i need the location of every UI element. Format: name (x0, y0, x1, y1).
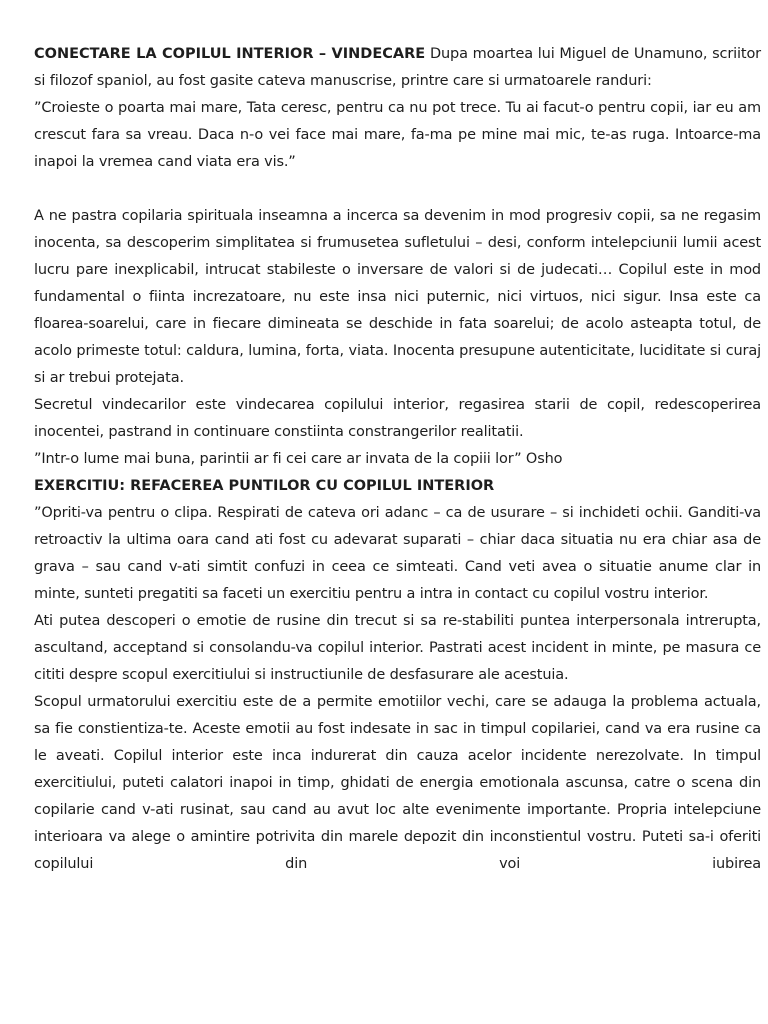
document-page (34, 41, 761, 878)
main-heading: CONECTARE LA COPILUL INTERIOR – VINDECARE (34, 46, 426, 62)
shame-emotion-paragraph: Ati putea descoperi o emotie de rusine din trecut si sa re-stabiliti puntea interpersonala intrerupta, ascultand, acceptand si consolandu-va copilul interior. Pastrati acest incident in minte, pe masura ce cititi despre scopul exercitiului si instructiunile de desfasurare ale acestuia. (34, 613, 761, 683)
intro-text: Dupa moartea lui Miguel de Unamuno, scriitor si filozof spaniol, au fost gasite cateva manuscrise, printre care si urmatoarele randuri: (34, 46, 761, 89)
spiritual-childhood-paragraph: A ne pastra copilaria spirituala inseamna a incerca sa devenim in mod progresiv copii, sa ne regasim inocenta, sa descoperim simplitatea si frumusetea sufletului – desi, conform intelepciunii lumii acest lucru pare inexplicabil, intrucat stabileste o inversare de valori si de judecati… Copilul este in mod fundamental o fiinta increzatoare, nu este insa nici puternic, nici virtuos, nici sigur. Insa este ca floarea-soarelui, care in fiecare dimineata se deschide in fata soarelui; de acolo asteapta totul, de acolo primeste totul: caldura, lumina, forta, viata. Inocenta presupune autenticitate, luciditate si curaj si ar trebui protejata. (34, 208, 761, 386)
exercise-instructions-paragraph: ”Opriti-va pentru o clipa. Respirati de cateva ori adanc – ca de usurare – si inchideti ochii. Ganditi-va retroactiv la ultima oara cand ati fost cu adevarat suparati – chiar daca situatia nu era chiar asa de grava – sau cand v-ati simtit confuzi in ceea ce simteati. Cand veti avea o situatie anume clar in minte, sunteti pregatiti sa faceti un exercitiu pentru a intra in contact cu copilul vostru interior. (34, 505, 761, 602)
exercise-heading: EXERCITIU: REFACEREA PUNTILOR CU COPILUL INTERIOR (34, 478, 495, 494)
unamuno-quote: ”Croieste o poarta mai mare, Tata ceresc, pentru ca nu pot trece. Tu ai facut-o pentru copii, iar eu am crescut fara sa vreau. Daca n-o vei face mai mare, fa-ma pe mine mai mic, te-as ruga. Intoarce-ma inapoi la vremea cand viata era vis.” (34, 100, 761, 170)
osho-quote: ”Intr-o lume mai buna, parintii ar fi cei care ar invata de la copiii lor” Osho (34, 451, 563, 467)
exercise-purpose-paragraph: Scopul urmatorului exercitiu este de a permite emotiilor vechi, care se adauga la problema actuala, sa fie constientiza-te. Aceste emotii au fost indesate in sac in timpul copilariei, cand va era rusine ca le aveati. Copilul interior este inca indurerat din cauza acelor incidente nerezolvate. In timpul exercitiului, puteti calatori inapoi in timp, ghidati de energia emotionala ascunsa, catre o scena din copilarie cand v-ati rusinat, sau cand au avut loc alte evenimente importante. Propria intelepciune interioara va alege o amintire potrivita din marele depozit din inconstientul vostru. Puteti sa-i oferiti copilului din voi iubirea (34, 694, 761, 872)
blank-line (34, 176, 761, 203)
healing-secret-paragraph: Secretul vindecarilor este vindecarea copilului interior, regasirea starii de copil, redescoperirea inocentei, pastrand in continuare constiinta constrangerilor realitatii. (34, 397, 761, 440)
intro-paragraph (34, 41, 761, 95)
